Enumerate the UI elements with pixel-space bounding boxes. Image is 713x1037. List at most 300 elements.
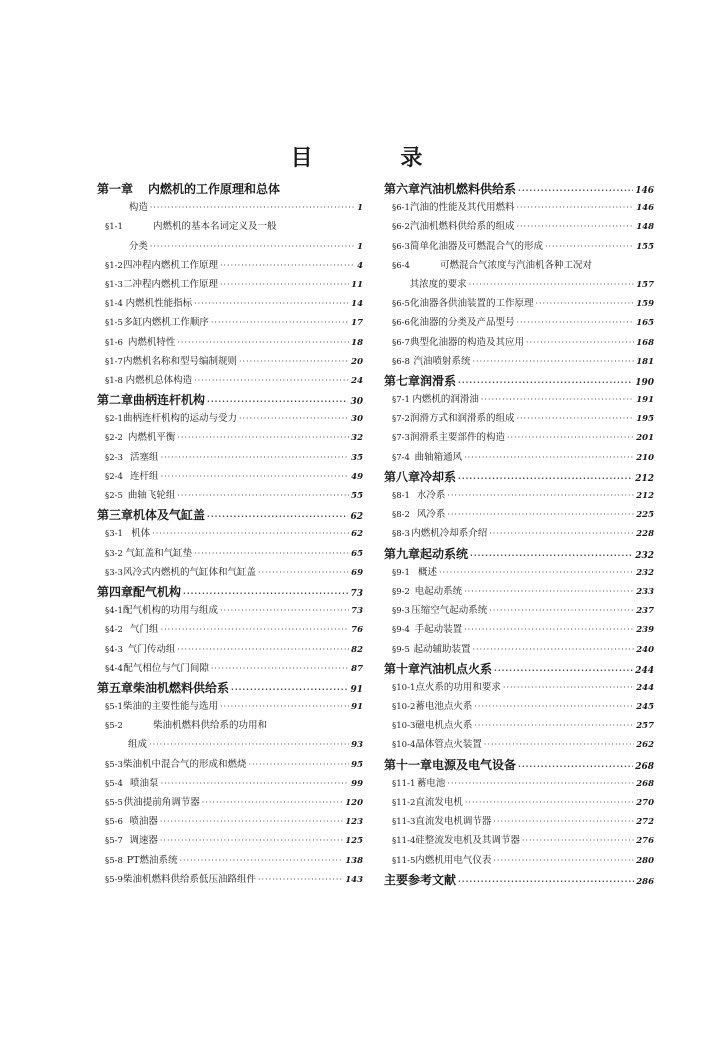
toc-entry-number: §10-4 — [392, 740, 416, 751]
toc-page-number: 30 — [350, 397, 363, 408]
toc-entry-number: §9-3 — [392, 606, 410, 617]
toc-entry-number: §1-8 — [105, 375, 123, 386]
toc-entry-label: 其浓度的要求 — [409, 278, 467, 290]
toc-entry-label: 润滑系 — [420, 373, 457, 388]
toc-entry-label: 蓄电池 — [416, 777, 446, 789]
toc-entry-number: §5-5 — [105, 798, 123, 808]
toc-page-number: 146 — [635, 186, 654, 196]
toc-entry-number: §7-3 — [392, 433, 410, 444]
toc-entry-number: §2-2 — [105, 433, 123, 444]
toc-entry-number: §5-2 — [105, 721, 123, 732]
toc-section-entry[interactable] — [384, 852, 654, 871]
toc-entry-number: §4-4 — [105, 663, 123, 674]
toc-chapter-entry[interactable] — [384, 468, 654, 487]
toc-section-entry[interactable] — [384, 334, 654, 353]
toc-leader-dots — [177, 491, 349, 500]
toc-section-entry[interactable] — [97, 832, 363, 851]
toc-page-number: 232 — [636, 567, 654, 578]
toc-section-entry[interactable] — [97, 314, 363, 333]
toc-section-entry[interactable] — [97, 449, 363, 468]
toc-entry-label: 化油器各供油装置的工作原理 — [409, 298, 534, 310]
toc-leader-dots — [489, 529, 634, 538]
toc-left-column — [97, 180, 363, 890]
toc-section-entry[interactable] — [384, 410, 654, 429]
toc-page-number: 30 — [351, 414, 363, 425]
toc-leader-dots — [202, 798, 343, 807]
toc-section-entry[interactable] — [384, 775, 654, 794]
toc-entry-label: 内燃机的润滑油 — [412, 394, 479, 406]
toc-leader-dots — [152, 529, 349, 538]
toc-page-number: 91 — [350, 684, 363, 695]
toc-entry-number: §6-6 — [392, 318, 410, 329]
toc-entry-label: 汽油喷射系统 — [413, 355, 471, 367]
toc-leader-dots — [493, 817, 634, 826]
toc-page-number: 93 — [351, 740, 363, 751]
toc-section-entry[interactable] — [97, 468, 363, 487]
toc-section-entry[interactable] — [97, 775, 363, 794]
toc-page-number: 82 — [351, 644, 363, 655]
toc-leader-dots — [161, 453, 350, 462]
toc-section-entry[interactable] — [97, 218, 363, 237]
toc-page-number: 73 — [351, 606, 363, 617]
toc-page-number: 87 — [351, 663, 363, 674]
toc-entry-label: 汽油的性能及其代用燃料 — [409, 202, 515, 214]
toc-entry-label: 调速器 — [129, 835, 158, 847]
toc-page-number: 120 — [345, 798, 363, 808]
toc-leader-dots — [473, 357, 635, 366]
toc-section-entry[interactable] — [384, 238, 654, 257]
toc-entry-number: §11-1 — [392, 778, 416, 789]
toc-entry-number: §4-2 — [105, 625, 123, 636]
toc-entry-label: 曲轴飞轮组 — [127, 490, 176, 501]
toc-entry-number: 第三章 — [97, 508, 134, 523]
toc-leader-dots — [439, 568, 634, 577]
toc-entry-number: §6-3 — [392, 241, 410, 252]
toc-entry-label: 喷油器 — [129, 816, 158, 828]
toc-entry-number: §6-5 — [392, 299, 410, 310]
toc-page-number: 35 — [351, 452, 363, 463]
toc-leader-dots — [258, 568, 349, 577]
toc-page-number: 257 — [636, 721, 654, 732]
toc-entry-label: 多缸内燃机工作顺序 — [123, 317, 209, 329]
toc-entry-number: §5-8 — [105, 855, 123, 866]
toc-entry-label: 磁电机点火系 — [415, 720, 473, 732]
toc-section-entry[interactable] — [97, 372, 363, 391]
toc-page-number: 138 — [345, 855, 363, 866]
toc-entry-number: 第二章 — [97, 393, 134, 408]
toc-section-entry[interactable] — [384, 583, 654, 602]
toc-leader-dots — [458, 473, 633, 483]
toc-section-entry[interactable] — [384, 832, 654, 851]
toc-entry-label: 机体 — [131, 528, 151, 540]
toc-entry-label: 电源及电气设备 — [432, 757, 517, 772]
toc-section-entry[interactable] — [384, 813, 654, 832]
toc-entry-label: 汽油机点火系 — [420, 661, 493, 676]
toc-section-entry[interactable] — [97, 698, 363, 717]
toc-entry-label: 柴油机燃料供给系低压油路组件 — [122, 873, 256, 885]
toc-page-number: 73 — [350, 588, 363, 599]
toc-entry-number: 第六章 — [384, 182, 421, 196]
toc-chapter-entry[interactable] — [97, 506, 363, 525]
toc-section-entry[interactable] — [97, 794, 363, 813]
toc-entry-label: 润滑方式和润滑系的组成 — [409, 413, 515, 425]
toc-entry-number: 第八章 — [384, 469, 421, 484]
toc-entry-label: 内燃机性能指标 — [125, 298, 193, 310]
toc-page-number: 155 — [636, 241, 654, 252]
toc-entry-number: §5-6 — [105, 817, 123, 828]
toc-entry-number: §5-4 — [105, 778, 123, 789]
toc-leader-dots — [494, 665, 633, 675]
toc-section-entry[interactable] — [384, 487, 654, 506]
toc-entry-number: §7-4 — [392, 452, 410, 463]
toc-section-entry[interactable] — [97, 257, 363, 276]
toc-leader-dots — [160, 836, 343, 845]
toc-page-number: 237 — [636, 606, 654, 617]
toc-entry-number: §9-1 — [392, 567, 410, 578]
toc-entry-label: 内燃机总体构造 — [125, 374, 193, 386]
toc-page-number: 168 — [636, 337, 654, 348]
toc-section-entry[interactable] — [97, 410, 363, 429]
toc-page-number: 233 — [636, 586, 654, 597]
toc-entry-label: 晶体管点火装置 — [415, 739, 482, 751]
toc-entry-label: 喷油泵 — [130, 777, 159, 789]
toc-page-number: 244 — [635, 665, 654, 676]
toc-leader-dots — [458, 876, 634, 886]
toc-section-entry[interactable] — [384, 276, 654, 295]
toc-leader-dots — [465, 798, 634, 807]
toc-section-entry[interactable] — [97, 199, 363, 218]
toc-entry-number: §9-2 — [392, 586, 410, 597]
toc-entry-label: 柴油机燃料供给系的功用和 — [153, 720, 268, 732]
toc-section-entry[interactable] — [384, 314, 654, 333]
toc-page-number: 181 — [636, 356, 654, 367]
toc-entry-number: §5-3 — [105, 759, 123, 770]
toc-entry-label: 供油提前角调节器 — [123, 797, 200, 808]
toc-entry-label: 内燃机用电气仪表 — [415, 854, 492, 866]
toc-section-entry[interactable] — [97, 852, 363, 871]
toc-leader-dots — [507, 433, 634, 442]
toc-entry-label: 配气机构的功用与组成 — [122, 605, 218, 617]
toc-section-entry[interactable] — [97, 621, 363, 640]
toc-page-number: 123 — [345, 817, 363, 828]
toc-section-entry[interactable] — [97, 429, 363, 448]
toc-entry-label: 柴油机燃料供给系 — [133, 680, 230, 695]
toc-entry-number: §8-2 — [392, 510, 410, 521]
toc-entry-label: 内燃机名称和型号编制规则 — [122, 355, 237, 367]
toc-entry-label: 构造 — [128, 202, 148, 214]
toc-entry-label: 气门组 — [130, 624, 159, 636]
toc-entry-label: 起动辅助装置 — [413, 643, 471, 655]
toc-page-number: 1 — [357, 203, 363, 214]
toc-page-number: 76 — [351, 625, 363, 636]
toc-page-number: 159 — [636, 299, 654, 310]
toc-entry-label: 直流发电机调节器 — [415, 816, 492, 828]
toc-section-entry[interactable] — [384, 449, 654, 468]
toc-entry-label: 内燃机平衡 — [127, 432, 176, 444]
toc-section-entry[interactable] — [97, 717, 363, 736]
toc-leader-dots — [489, 606, 634, 615]
toc-page-number: 280 — [636, 855, 654, 866]
toc-entry-number: 第一章 — [97, 182, 134, 196]
toc-leader-dots — [161, 779, 350, 788]
toc-entry-number: §6-7 — [392, 337, 410, 348]
toc-entry-number: §6-1 — [392, 203, 410, 214]
toc-section-entry[interactable] — [384, 429, 654, 448]
toc-page-number: 201 — [636, 433, 654, 444]
toc-entry-label: 汽油机燃料供给系 — [420, 182, 517, 196]
toc-page-number: 65 — [351, 548, 363, 559]
toc-chapter-entry[interactable] — [97, 391, 363, 410]
toc-entry-label: 主要参考文献 — [384, 872, 457, 887]
toc-leader-dots — [474, 721, 634, 730]
toc-page-number: 95 — [351, 759, 363, 770]
toc-entry-number: §1-4 — [105, 299, 123, 310]
toc-section-entry[interactable] — [97, 602, 363, 621]
toc-page-number: 157 — [636, 279, 654, 290]
toc-entry-label: 概述 — [417, 566, 437, 578]
toc-section-entry[interactable] — [384, 621, 654, 640]
toc-entry-number: §5-1 — [105, 702, 123, 713]
toc-leader-dots — [503, 683, 634, 692]
toc-section-entry[interactable] — [97, 525, 363, 544]
toc-chapter-entry[interactable] — [384, 756, 654, 775]
toc-page-number: 24 — [351, 375, 363, 386]
toc-section-entry[interactable] — [97, 295, 363, 314]
toc-section-entry[interactable] — [384, 564, 654, 583]
toc-entry-number: §11-4 — [392, 836, 416, 847]
toc-leader-dots — [535, 299, 634, 308]
toc-section-entry[interactable] — [97, 334, 363, 353]
toc-section-entry[interactable] — [97, 736, 363, 755]
toc-leader-dots — [248, 760, 349, 769]
toc-leader-dots — [464, 587, 634, 596]
toc-entry-label: 气门传动组 — [127, 643, 176, 655]
toc-chapter-entry[interactable] — [384, 372, 654, 391]
toc-entry-label: 水冷系 — [416, 490, 446, 501]
toc-page-number: 228 — [636, 529, 654, 540]
toc-entry-label: 分类 — [128, 240, 148, 252]
toc-section-entry[interactable] — [97, 564, 363, 583]
toc-entry-label: 蓄电池点火系 — [415, 701, 473, 713]
toc-entry-label: 点火系的功用和要求 — [415, 681, 501, 693]
toc-section-entry[interactable] — [384, 679, 654, 698]
toc-entry-number: §5-7 — [105, 836, 123, 847]
toc-entry-number: 第十章 — [384, 661, 421, 676]
toc-leader-dots — [470, 550, 633, 560]
toc-entry-label: 曲柄连杆机构 — [133, 393, 206, 408]
toc-section-entry[interactable] — [97, 641, 363, 660]
toc-leader-dots — [474, 702, 634, 711]
toc-page-number: 195 — [636, 414, 654, 425]
toc-page-number: 146 — [636, 203, 654, 214]
toc-section-entry[interactable] — [384, 506, 654, 525]
toc-page-number: 272 — [636, 817, 654, 828]
toc-page-number: 286 — [636, 876, 654, 887]
toc-section-entry[interactable] — [97, 756, 363, 775]
toc-page-number: 212 — [635, 473, 654, 484]
toc-entry-number: §5-9 — [105, 874, 123, 885]
toc-entry-label: 柴油的主要性能与选用 — [122, 701, 218, 713]
toc-entry-label: 气缸盖和气缸垫 — [125, 547, 193, 559]
toc-page-number: 125 — [345, 836, 363, 847]
toc-section-entry[interactable] — [97, 487, 363, 506]
toc-section-entry[interactable] — [384, 199, 654, 218]
toc-leader-dots — [493, 856, 634, 865]
toc-page-number: 165 — [636, 318, 654, 329]
toc-page-number: 32 — [351, 433, 363, 444]
toc-section-entry[interactable] — [97, 276, 363, 295]
toc-entry-number: §7-2 — [392, 414, 410, 425]
toc-leader-dots — [211, 664, 349, 673]
toc-entry-label: 内燃机的基本名词定义及一般 — [153, 221, 277, 233]
toc-entry-label: 手起动装置 — [414, 624, 463, 636]
toc-entry-number: 第七章 — [384, 373, 421, 388]
toc-entry-label: 机体及气缸盖 — [133, 508, 206, 523]
toc-entry-number: §2-3 — [105, 452, 123, 463]
toc-leader-dots — [516, 222, 634, 231]
toc-entry-label: 风冷式内燃机的气缸体和气缸盖 — [122, 566, 256, 578]
toc-references-entry[interactable] — [384, 871, 654, 890]
toc-chapter-entry[interactable] — [384, 660, 654, 679]
toc-leader-dots — [518, 185, 633, 195]
toc-entry-number: §3-3 — [105, 567, 123, 578]
toc-entry-label: 汽油机燃料供给系的组成 — [409, 221, 515, 233]
toc-entry-number: §9-5 — [392, 644, 410, 655]
toc-leader-dots — [522, 836, 634, 845]
toc-entry-label: 内燃机冷却系介绍 — [411, 528, 488, 540]
toc-page-number: 11 — [351, 279, 363, 290]
toc-page-number: 99 — [351, 778, 363, 789]
toc-section-entry[interactable] — [384, 794, 654, 813]
toc-entry-number: §3-1 — [105, 529, 123, 540]
toc-entry-label: 内燃机特性 — [127, 336, 176, 348]
toc-entry-label: 简单化油器及可燃混合气的形成 — [409, 240, 543, 252]
toc-entry-number: §8-3 — [392, 529, 410, 540]
toc-leader-dots — [518, 761, 633, 771]
toc-leader-dots — [469, 280, 635, 289]
toc-section-entry[interactable] — [97, 813, 363, 832]
toc-entry-number: §6-2 — [392, 222, 410, 233]
toc-page-number: 191 — [636, 395, 654, 406]
toc-section-entry[interactable] — [384, 295, 654, 314]
toc-entry-number: §1-1 — [105, 222, 123, 233]
toc-section-entry[interactable] — [384, 717, 654, 736]
toc-section-entry[interactable] — [384, 641, 654, 660]
toc-entry-label: 曲轴箱通风 — [414, 451, 463, 463]
toc-leader-dots — [481, 395, 634, 404]
toc-page-number: 69 — [351, 567, 363, 578]
toc-entry-label: 连杆组 — [130, 470, 159, 482]
toc-leader-dots — [149, 740, 349, 749]
toc-leader-dots — [220, 261, 355, 270]
toc-leader-dots — [516, 203, 634, 212]
toc-entry-number: 第五章 — [97, 680, 134, 695]
toc-section-entry[interactable] — [384, 218, 654, 237]
toc-right-column — [384, 180, 654, 890]
toc-entry-number: §4-3 — [105, 644, 123, 655]
toc-leader-dots — [458, 377, 633, 387]
toc-leader-dots — [464, 453, 634, 462]
toc-entry-number: §10-2 — [392, 702, 416, 713]
toc-section-entry[interactable] — [384, 525, 654, 544]
toc-page-number: 62 — [350, 512, 363, 523]
toc-leader-dots — [207, 396, 348, 406]
toc-page-number: 20 — [351, 356, 363, 367]
toc-entry-number: §4-1 — [105, 606, 123, 617]
toc-page-number: 240 — [636, 644, 654, 655]
toc-section-entry[interactable] — [97, 871, 363, 890]
toc-entry-label: 柴油机中混合气的形成和燃烧 — [122, 758, 247, 770]
toc-page-number: 55 — [351, 491, 363, 501]
toc-chapter-entry[interactable] — [97, 679, 363, 698]
toc-page-number: 18 — [351, 337, 363, 348]
page-title: 目 录 — [290, 146, 463, 171]
toc-chapter-entry[interactable] — [97, 583, 363, 602]
toc-entry-label: 压缩空气起动系统 — [411, 605, 488, 617]
toc-entry-number: §3-2 — [105, 548, 123, 559]
toc-entry-number: §11-5 — [392, 855, 416, 866]
toc-entry-label: 活塞组 — [130, 451, 159, 463]
toc-section-entry[interactable] — [384, 353, 654, 372]
toc-leader-dots — [516, 414, 634, 423]
toc-leader-dots — [220, 280, 349, 289]
toc-leader-dots — [177, 338, 349, 347]
toc-entry-number: §1-3 — [105, 279, 123, 290]
toc-section-entry[interactable] — [384, 391, 654, 410]
toc-section-entry[interactable] — [384, 698, 654, 717]
toc-leader-dots — [473, 645, 635, 654]
toc-section-entry[interactable] — [97, 238, 363, 257]
toc-entry-label: 硅整流发电机及其调节器 — [415, 835, 520, 847]
toc-leader-dots — [464, 625, 634, 634]
toc-leader-dots — [194, 299, 349, 308]
toc-leader-dots — [220, 702, 349, 711]
toc-page-number: 91 — [351, 702, 363, 713]
toc-section-entry[interactable] — [384, 736, 654, 755]
toc-entry-label: 曲柄连杆机构的运动与受力 — [122, 413, 237, 425]
toc-section-entry[interactable] — [384, 602, 654, 621]
toc-leader-dots — [239, 357, 349, 366]
toc-section-entry[interactable] — [384, 257, 654, 276]
toc-page-number: 143 — [345, 874, 363, 885]
toc-section-entry[interactable] — [97, 353, 363, 372]
toc-entry-number: §1-2 — [105, 260, 123, 271]
toc-section-entry[interactable] — [97, 660, 363, 679]
toc-entry-number: §6-4 — [392, 260, 410, 271]
toc-entry-label: 二冲程内燃机工作原理 — [122, 278, 218, 290]
toc-leader-dots — [239, 414, 349, 423]
toc-page-number: 4 — [357, 260, 363, 271]
toc-chapter-entry[interactable] — [97, 180, 363, 199]
toc-page-number: 62 — [351, 529, 363, 540]
toc-entry-number: §10-3 — [392, 721, 416, 732]
toc-page-number: 270 — [636, 798, 654, 808]
toc-leader-dots — [161, 472, 350, 481]
toc-entry-number: §2-4 — [105, 471, 123, 482]
toc-page-number: 14 — [351, 299, 363, 310]
toc-chapter-entry[interactable] — [384, 180, 654, 199]
toc-entry-label: 润滑系主要部件的构造 — [409, 432, 505, 444]
toc-entry-number: §9-4 — [392, 625, 410, 636]
toc-entry-label: 可燃混合气浓度与汽油机各种工况对 — [440, 259, 593, 271]
toc-entry-number: 第四章 — [97, 584, 134, 599]
toc-entry-label: 电起动系统 — [414, 585, 463, 597]
toc-entry-label: 配气相位与气门间隙 — [123, 662, 209, 674]
toc-section-entry[interactable] — [97, 545, 363, 564]
toc-chapter-entry[interactable] — [384, 545, 654, 564]
toc-entry-label: 冷却系 — [420, 469, 457, 484]
toc-entry-number: §10-1 — [392, 682, 416, 693]
